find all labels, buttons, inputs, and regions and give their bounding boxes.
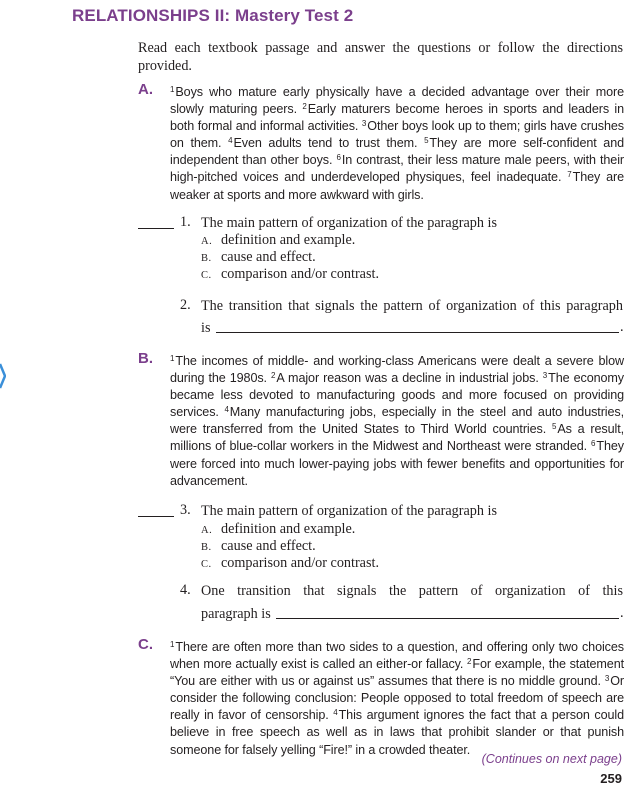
sentence: Many manufacturing jobs, especially in the steel and auto industries, were transferred from the United States to Third World countries. (170, 405, 624, 437)
option-c-1 (201, 265, 379, 285)
option-letter: A. (201, 525, 213, 536)
sentence-number: 3 (604, 674, 610, 684)
sentence-number: 2 (271, 371, 276, 381)
question-text-3: The main pattern of organization of the paragraph is (201, 503, 497, 519)
sentence: This argument ignores the fact that a person could believe in free speech as well as in laws that prohibit slander or that punish someone for falsely yelling “Fire!” in a crowded theater. (170, 708, 624, 757)
sentence: In contrast, their less mature male peers, with their high-pitched voices and underdeveloped physiques, feel inadequate. (170, 153, 624, 185)
sentence-number: 1 (170, 85, 175, 94)
sentence-number: 2 (467, 657, 472, 667)
option-letter: B. (201, 542, 212, 553)
answer-line-2[interactable] (216, 332, 619, 333)
question-text-1: The main pattern of organization of the paragraph is (201, 215, 497, 231)
option-letter: C. (201, 559, 212, 570)
passage-c (170, 639, 624, 759)
question-text-4: One transition that signals the pattern of organization of this (201, 583, 623, 599)
option-c-3 (201, 554, 379, 574)
period: . (620, 605, 624, 621)
sentence-number: 4 (333, 708, 338, 718)
sentence-number: 5 (424, 136, 429, 146)
sentence: As a result, millions of blue-collar workers in the Midwest and Northeast were stranded. (170, 422, 624, 454)
sentence: Other boys look up to them; girls have crushes on them. (170, 119, 624, 151)
title-sub: Mastery Test 2 (235, 6, 354, 25)
question-number-3: 3. (180, 502, 191, 518)
question-tail-2: is (201, 320, 211, 336)
sentence: A major reason was a decline in industrial jobs. (276, 371, 543, 386)
option-text: cause and effect. (221, 249, 316, 265)
page-title (72, 6, 353, 26)
sentence: They are more self-confident and independent than other boys. (170, 136, 625, 168)
section-letter-a: A. (138, 81, 153, 98)
question-text-2: The transition that signals the pattern of organization of this paragraph (201, 298, 623, 314)
sentence-number: 5 (551, 422, 557, 432)
period: . (620, 319, 624, 335)
passage-a (170, 84, 624, 204)
sentence: Or consider the following conclusion: People opposed to total freedom of speech are really in favor of censorship. (170, 674, 624, 723)
sentence-number: 3 (542, 371, 548, 381)
answer-line-4[interactable] (276, 618, 619, 619)
sentence-number: 6 (336, 153, 341, 163)
answer-blank-1[interactable] (138, 228, 174, 229)
sentence: There are often more than two sides to a question, and offering only two choices when more actually exist is called an either-or fallacy. (170, 640, 624, 672)
question-number-1: 1. (180, 214, 191, 230)
option-text: comparison and/or contrast. (221, 555, 379, 571)
option-text: definition and example. (221, 232, 356, 248)
option-text: cause and effect. (221, 538, 316, 554)
passage-b (170, 353, 624, 490)
option-text: comparison and/or contrast. (221, 266, 379, 282)
section-letter-b: B. (138, 350, 153, 367)
answer-blank-3[interactable] (138, 516, 174, 517)
option-letter: A. (201, 236, 213, 247)
instructions: Read each textbook passage and answer the questions or follow the directions provided. (138, 40, 623, 74)
sentence: The incomes of middle- and working-class Americans were dealt a severe blow during the 1980s. (170, 354, 624, 386)
sentence-number: 4 (228, 136, 233, 146)
question-tail-4: paragraph is (201, 606, 271, 622)
sentence-number: 7 (567, 170, 572, 180)
sentence-number: 3 (361, 119, 367, 129)
section-letter-c: C. (138, 636, 153, 653)
question-number-2: 2. (180, 297, 191, 313)
sentence: For example, the statement “You are either with us or against us” assumes that there is no middle ground. (170, 657, 624, 689)
option-text: definition and example. (221, 521, 356, 537)
sentence: Even adults tend to trust them. (233, 136, 425, 151)
sentence: The economy became less devoted to manufacturing goods and more focused on providing services. (170, 371, 625, 420)
sentence: Boys who mature early physically have a decided advantage over their more slowly maturing peers. (170, 85, 624, 117)
sentence-number: 4 (224, 405, 229, 415)
option-letter: C. (201, 270, 212, 281)
question-number-4: 4. (180, 582, 191, 598)
sentence: Early maturers become heroes in sports and leaders in both formal and informal activities. (170, 102, 624, 134)
sentence: They are weaker at sports and more awkward with girls. (170, 170, 625, 202)
continues-note: (Continues on next page) (481, 752, 622, 766)
margin-bracket-icon (0, 362, 6, 390)
sentence-number: 1 (170, 640, 175, 649)
option-letter: B. (201, 253, 212, 264)
sentence-number: 6 (591, 439, 596, 449)
title-main: RELATIONSHIPS II: (72, 6, 231, 25)
sentence: They were forced into much lower-paying jobs with fewer benefits and opportunities for advancement. (170, 439, 624, 488)
sentence-number: 1 (170, 354, 175, 363)
sentence-number: 2 (302, 102, 307, 112)
page-number: 259 (600, 771, 622, 786)
